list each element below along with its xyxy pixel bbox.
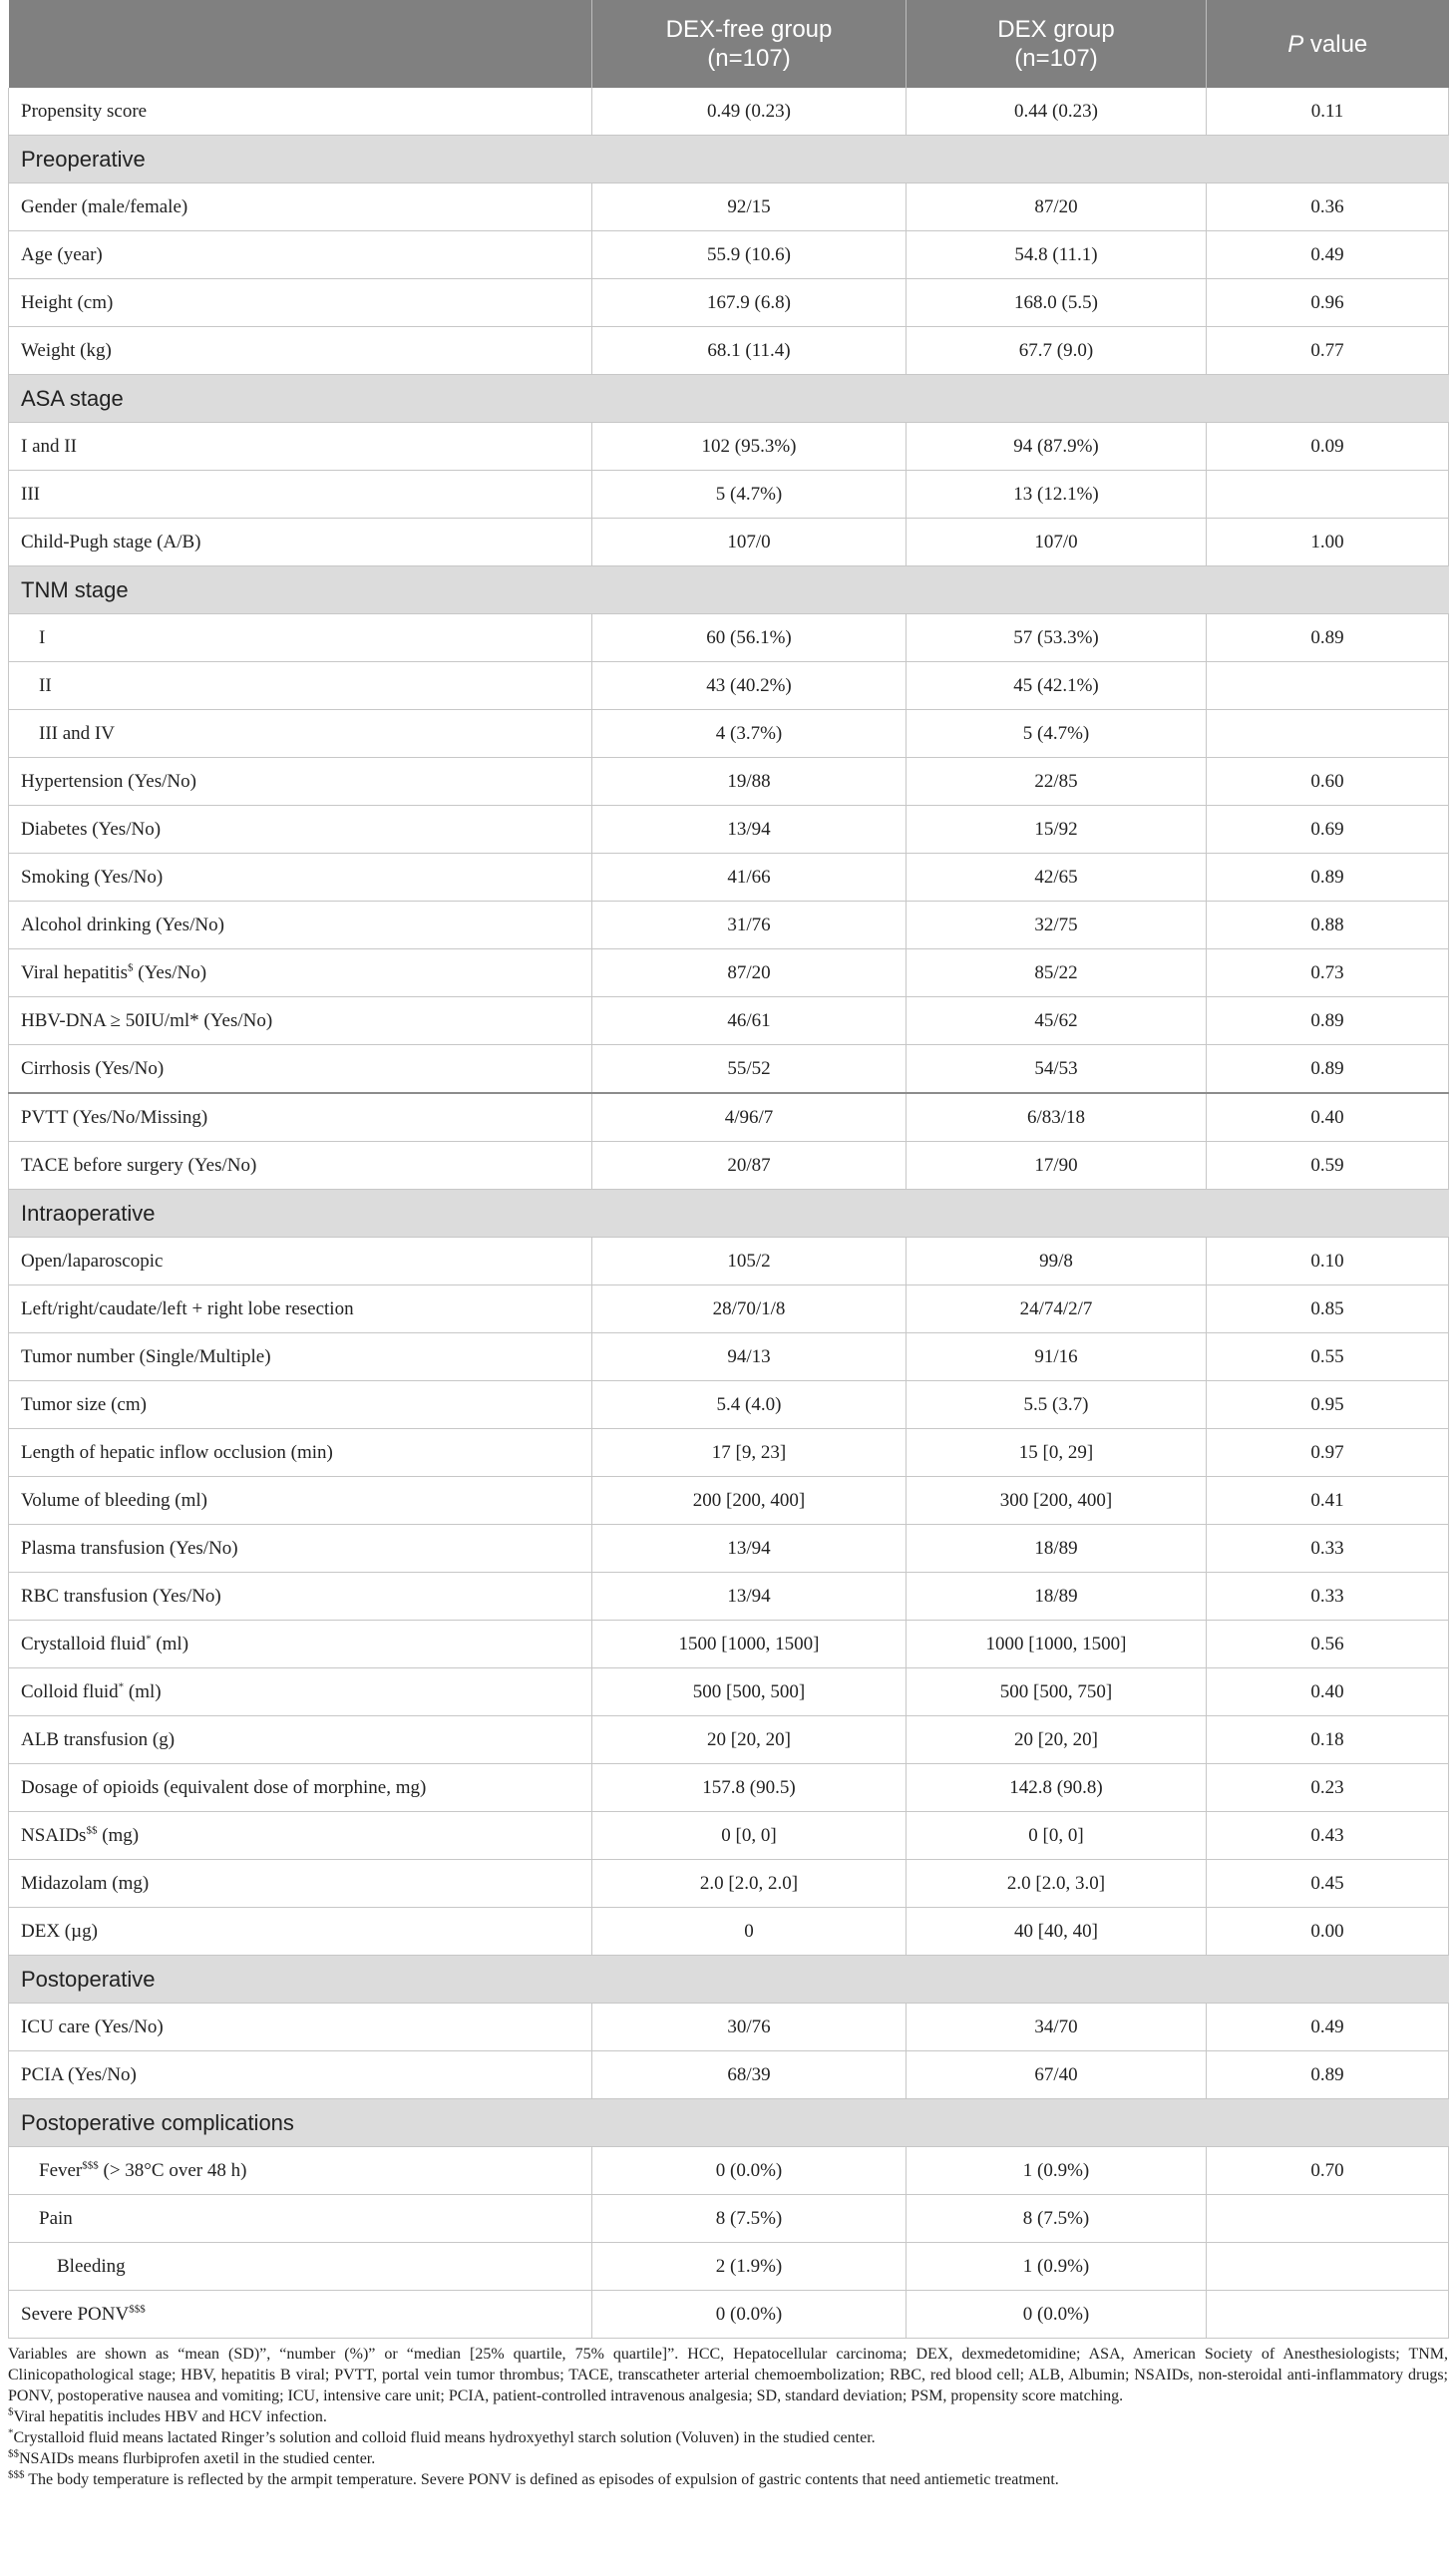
cell-p-value xyxy=(1207,710,1449,758)
cell-p-value: 0.33 xyxy=(1207,1525,1449,1573)
header-p-letter: P xyxy=(1287,30,1304,58)
row-label-text: PVTT (Yes/No/Missing) xyxy=(21,1106,208,1128)
cell-dex-free: 107/0 xyxy=(592,519,907,566)
cell-dex-free: 30/76 xyxy=(592,2004,907,2051)
footnote-item xyxy=(8,2406,1448,2427)
table-row xyxy=(9,854,1449,902)
table-row xyxy=(9,1668,1449,1716)
row-label xyxy=(9,1093,592,1142)
cell-dex: 300 [200, 400] xyxy=(907,1477,1207,1525)
row-label xyxy=(9,327,592,375)
cell-dex-free: 94/13 xyxy=(592,1333,907,1381)
table-row xyxy=(9,1860,1449,1908)
row-label-text: I and II xyxy=(21,435,77,457)
header-dex-group xyxy=(907,0,1207,88)
row-label xyxy=(9,710,592,758)
table-row xyxy=(9,1764,1449,1812)
row-label-suffix: (ml) xyxy=(124,1680,162,1702)
row-label-suffix: (> 38°C over 48 h) xyxy=(98,2159,247,2181)
footnote-marker: * xyxy=(146,1633,152,1646)
row-label xyxy=(9,2195,592,2243)
section-label: ASA stage xyxy=(9,375,1449,423)
cell-dex-free: 92/15 xyxy=(592,184,907,231)
row-label xyxy=(9,2147,592,2195)
cell-dex: 99/8 xyxy=(907,1238,1207,1285)
row-label-text: Dosage of opioids (equivalent dose of morphine, mg) xyxy=(21,1776,427,1798)
cell-p-value: 0.70 xyxy=(1207,2147,1449,2195)
row-label xyxy=(9,1573,592,1621)
cell-dex: 0.44 (0.23) xyxy=(907,88,1207,136)
row-label-text: Tumor size (cm) xyxy=(21,1393,147,1415)
row-label xyxy=(9,1716,592,1764)
row-label-text: ALB transfusion (g) xyxy=(21,1728,176,1750)
cell-dex: 2.0 [2.0, 3.0] xyxy=(907,1860,1207,1908)
cell-dex-free: 28/70/1/8 xyxy=(592,1285,907,1333)
row-label-text: Left/right/caudate/left + right lobe resection xyxy=(21,1297,354,1319)
row-label xyxy=(9,1285,592,1333)
table-row xyxy=(9,1429,1449,1477)
row-label-text: Smoking (Yes/No) xyxy=(21,866,164,888)
cell-p-value xyxy=(1207,662,1449,710)
cell-p-value: 0.00 xyxy=(1207,1908,1449,1956)
cell-p-value: 0.33 xyxy=(1207,1573,1449,1621)
row-label xyxy=(9,949,592,997)
footnote-text: The body temperature is reflected by the armpit temperature. Severe PONV is defined as episodes of expulsion of gastric contents that need antiemetic treatment. xyxy=(24,2471,1059,2488)
cell-dex: 17/90 xyxy=(907,1142,1207,1190)
row-label xyxy=(9,1045,592,1094)
table-row xyxy=(9,758,1449,806)
row-label-text: NSAIDs xyxy=(21,1824,87,1846)
cell-dex: 6/83/18 xyxy=(907,1093,1207,1142)
table-header-row xyxy=(9,0,1449,88)
cell-p-value xyxy=(1207,2243,1449,2291)
cell-p-value: 0.85 xyxy=(1207,1285,1449,1333)
cell-dex-free: 13/94 xyxy=(592,1573,907,1621)
cell-dex-free: 0 (0.0%) xyxy=(592,2147,907,2195)
cell-p-value: 0.96 xyxy=(1207,279,1449,327)
section-row xyxy=(9,375,1449,423)
cell-dex-free: 87/20 xyxy=(592,949,907,997)
cell-dex: 1 (0.9%) xyxy=(907,2243,1207,2291)
cell-dex: 54.8 (11.1) xyxy=(907,231,1207,279)
row-label-text: Colloid fluid xyxy=(21,1680,119,1702)
cell-dex-free: 20 [20, 20] xyxy=(592,1716,907,1764)
footnote-marker: * xyxy=(118,1680,125,1693)
row-label xyxy=(9,1525,592,1573)
table-row xyxy=(9,1093,1449,1142)
row-label xyxy=(9,471,592,519)
cell-dex-free: 20/87 xyxy=(592,1142,907,1190)
cell-dex: 87/20 xyxy=(907,184,1207,231)
cell-dex-free: 41/66 xyxy=(592,854,907,902)
footnote-mark: $$ xyxy=(8,2447,19,2460)
section-row xyxy=(9,1956,1449,2004)
row-label xyxy=(9,662,592,710)
cell-p-value: 1.00 xyxy=(1207,519,1449,566)
footnotes xyxy=(8,2344,1448,2490)
footnote-mark: $ xyxy=(8,2405,14,2418)
row-label xyxy=(9,854,592,902)
row-label-text: TACE before surgery (Yes/No) xyxy=(21,1154,257,1176)
row-label-text: Crystalloid fluid xyxy=(21,1633,147,1654)
row-label-text: Weight (kg) xyxy=(21,339,112,361)
cell-dex-free: 157.8 (90.5) xyxy=(592,1764,907,1812)
cell-dex: 91/16 xyxy=(907,1333,1207,1381)
table-row xyxy=(9,1381,1449,1429)
row-label xyxy=(9,902,592,949)
table-row xyxy=(9,1812,1449,1860)
table-row xyxy=(9,471,1449,519)
footnote-mark: * xyxy=(8,2426,14,2439)
row-label-text: DEX (µg) xyxy=(21,1920,98,1942)
cell-dex: 34/70 xyxy=(907,2004,1207,2051)
cell-dex: 85/22 xyxy=(907,949,1207,997)
header-dex-title: DEX group xyxy=(997,16,1115,43)
cell-p-value: 0.11 xyxy=(1207,88,1449,136)
table-row xyxy=(9,949,1449,997)
cell-dex: 15/92 xyxy=(907,806,1207,854)
row-label xyxy=(9,1142,592,1190)
cell-p-value: 0.89 xyxy=(1207,2051,1449,2099)
cell-dex-free: 43 (40.2%) xyxy=(592,662,907,710)
cell-dex-free: 0 xyxy=(592,1908,907,1956)
cell-p-value: 0.97 xyxy=(1207,1429,1449,1477)
row-label-text: Viral hepatitis xyxy=(21,961,129,983)
row-label-text: Height (cm) xyxy=(21,291,114,313)
table-row xyxy=(9,806,1449,854)
footnote-main: Variables are shown as “mean (SD)”, “number (%)” or “median [25% quartile, 75% quartile]”. HCC, Hepatocellular carcinoma; DEX, dexmedetomidine; ASA, American Society of Anesthesiologists; TNM, Clinicopathological stage; HBV, hepatitis B viral; PVTT, portal vein tumor thrombus; TACE, transcatheter arterial chemoembolization; RBC, red blood cell; ALB, Albumin; NSAIDs, non-steroidal anti-inflammatory drugs; PONV, postoperative nausea and vomiting; ICU, intensive care unit; PCIA, patient-controlled intravenous analgesia; SD, standard deviation; PSM, propensity score matching. xyxy=(8,2346,1448,2404)
table-row xyxy=(9,710,1449,758)
row-label xyxy=(9,519,592,566)
cell-dex: 5 (4.7%) xyxy=(907,710,1207,758)
row-label-text: Length of hepatic inflow occlusion (min) xyxy=(21,1441,333,1463)
cell-dex: 67/40 xyxy=(907,2051,1207,2099)
table-row xyxy=(9,519,1449,566)
cell-p-value xyxy=(1207,2291,1449,2339)
table-row xyxy=(9,902,1449,949)
cell-dex-free: 102 (95.3%) xyxy=(592,423,907,471)
cell-p-value: 0.09 xyxy=(1207,423,1449,471)
cell-dex: 40 [40, 40] xyxy=(907,1908,1207,1956)
cell-dex: 18/89 xyxy=(907,1573,1207,1621)
cell-dex-free: 8 (7.5%) xyxy=(592,2195,907,2243)
cell-dex-free: 105/2 xyxy=(592,1238,907,1285)
cell-p-value: 0.43 xyxy=(1207,1812,1449,1860)
row-label xyxy=(9,1238,592,1285)
table-row xyxy=(9,279,1449,327)
row-label-text: Hypertension (Yes/No) xyxy=(21,770,196,792)
cell-p-value xyxy=(1207,471,1449,519)
section-row xyxy=(9,1190,1449,1238)
cell-dex: 15 [0, 29] xyxy=(907,1429,1207,1477)
cell-dex-free: 55/52 xyxy=(592,1045,907,1094)
table-body xyxy=(9,88,1449,2339)
cell-dex: 57 (53.3%) xyxy=(907,614,1207,662)
cell-p-value: 0.55 xyxy=(1207,1333,1449,1381)
section-label: Preoperative xyxy=(9,136,1449,184)
table-row xyxy=(9,1621,1449,1668)
cell-dex: 0 (0.0%) xyxy=(907,2291,1207,2339)
cell-dex-free: 0 (0.0%) xyxy=(592,2291,907,2339)
cell-dex-free: 19/88 xyxy=(592,758,907,806)
table-row xyxy=(9,2051,1449,2099)
table-row xyxy=(9,1716,1449,1764)
cell-dex: 5.5 (3.7) xyxy=(907,1381,1207,1429)
row-label xyxy=(9,2291,592,2339)
cell-dex: 22/85 xyxy=(907,758,1207,806)
footnote-item xyxy=(8,2448,1448,2469)
row-label-text: Severe PONV xyxy=(21,2303,130,2325)
cell-p-value: 0.69 xyxy=(1207,806,1449,854)
section-label: Postoperative complications xyxy=(9,2099,1449,2147)
footnote-item xyxy=(8,2427,1448,2448)
cell-p-value: 0.18 xyxy=(1207,1716,1449,1764)
cell-dex-free: 2.0 [2.0, 2.0] xyxy=(592,1860,907,1908)
table-row xyxy=(9,2195,1449,2243)
row-label xyxy=(9,231,592,279)
header-p-rest: value xyxy=(1303,30,1368,58)
footnote-mark: $$$ xyxy=(8,2468,25,2481)
table-row xyxy=(9,2291,1449,2339)
table-row xyxy=(9,662,1449,710)
row-label-text: Child-Pugh stage (A/B) xyxy=(21,531,201,552)
row-label-text: Midazolam (mg) xyxy=(21,1872,150,1894)
row-label-text: Cirrhosis (Yes/No) xyxy=(21,1057,165,1079)
cell-p-value: 0.89 xyxy=(1207,614,1449,662)
section-row xyxy=(9,566,1449,614)
footnote-marker: $ xyxy=(128,961,134,974)
row-label xyxy=(9,1477,592,1525)
cell-dex-free: 31/76 xyxy=(592,902,907,949)
cell-dex-free: 5 (4.7%) xyxy=(592,471,907,519)
cell-dex: 1000 [1000, 1500] xyxy=(907,1621,1207,1668)
row-label xyxy=(9,997,592,1045)
row-label-text: Bleeding xyxy=(57,2255,126,2277)
cell-dex: 54/53 xyxy=(907,1045,1207,1094)
row-label-suffix: (ml) xyxy=(151,1633,189,1654)
row-label-text: Alcohol drinking (Yes/No) xyxy=(21,914,224,935)
row-label xyxy=(9,758,592,806)
cell-p-value: 0.77 xyxy=(1207,327,1449,375)
cell-dex: 168.0 (5.5) xyxy=(907,279,1207,327)
cell-dex: 20 [20, 20] xyxy=(907,1716,1207,1764)
table-row xyxy=(9,231,1449,279)
cell-dex-free: 4/96/7 xyxy=(592,1093,907,1142)
row-label xyxy=(9,1429,592,1477)
row-label xyxy=(9,423,592,471)
table-row xyxy=(9,1333,1449,1381)
table-row xyxy=(9,1238,1449,1285)
cell-p-value: 0.59 xyxy=(1207,1142,1449,1190)
cell-p-value: 0.36 xyxy=(1207,184,1449,231)
cell-p-value: 0.40 xyxy=(1207,1093,1449,1142)
header-variable xyxy=(9,0,592,88)
header-dex-free-n: (n=107) xyxy=(707,45,791,72)
data-table xyxy=(8,0,1449,2339)
cell-p-value: 0.89 xyxy=(1207,1045,1449,1094)
cell-dex: 45 (42.1%) xyxy=(907,662,1207,710)
cell-dex-free: 60 (56.1%) xyxy=(592,614,907,662)
row-label xyxy=(9,2243,592,2291)
row-label-text: Volume of bleeding (ml) xyxy=(21,1489,207,1511)
cell-dex: 8 (7.5%) xyxy=(907,2195,1207,2243)
row-label-text: ICU care (Yes/No) xyxy=(21,2016,164,2037)
row-label-text: HBV-DNA ≥ 50IU/ml* (Yes/No) xyxy=(21,1009,273,1031)
footnote-list xyxy=(8,2406,1448,2490)
header-dex-n: (n=107) xyxy=(1014,45,1098,72)
row-label-text: Plasma transfusion (Yes/No) xyxy=(21,1537,238,1559)
row-label-text: III xyxy=(21,483,40,505)
cell-dex: 32/75 xyxy=(907,902,1207,949)
table-row xyxy=(9,1525,1449,1573)
cell-dex: 0 [0, 0] xyxy=(907,1812,1207,1860)
row-label-text: III and IV xyxy=(39,722,115,744)
cell-p-value: 0.45 xyxy=(1207,1860,1449,1908)
header-dex-free-title: DEX-free group xyxy=(665,16,833,43)
cell-p-value: 0.10 xyxy=(1207,1238,1449,1285)
table-row xyxy=(9,614,1449,662)
section-row xyxy=(9,136,1449,184)
cell-p-value: 0.73 xyxy=(1207,949,1449,997)
cell-dex-free: 46/61 xyxy=(592,997,907,1045)
row-label-text: Open/laparoscopic xyxy=(21,1250,164,1272)
row-label-suffix: (mg) xyxy=(97,1824,140,1846)
cell-p-value xyxy=(1207,2195,1449,2243)
row-label-text: Age (year) xyxy=(21,243,103,265)
row-label-text: RBC transfusion (Yes/No) xyxy=(21,1585,221,1607)
table-row xyxy=(9,184,1449,231)
cell-dex-free: 17 [9, 23] xyxy=(592,1429,907,1477)
cell-p-value: 0.23 xyxy=(1207,1764,1449,1812)
row-label xyxy=(9,1333,592,1381)
cell-dex-free: 200 [200, 400] xyxy=(592,1477,907,1525)
cell-p-value: 0.89 xyxy=(1207,854,1449,902)
cell-dex-free: 0 [0, 0] xyxy=(592,1812,907,1860)
row-label xyxy=(9,2051,592,2099)
header-p-value xyxy=(1207,0,1449,88)
cell-dex-free: 13/94 xyxy=(592,1525,907,1573)
cell-dex: 94 (87.9%) xyxy=(907,423,1207,471)
row-label xyxy=(9,1621,592,1668)
row-label xyxy=(9,806,592,854)
footnote-marker: $$ xyxy=(86,1824,98,1837)
row-label xyxy=(9,1908,592,1956)
cell-dex: 24/74/2/7 xyxy=(907,1285,1207,1333)
section-label: Intraoperative xyxy=(9,1190,1449,1238)
cell-dex: 67.7 (9.0) xyxy=(907,327,1207,375)
table-row xyxy=(9,327,1449,375)
row-label xyxy=(9,614,592,662)
cell-dex-free: 4 (3.7%) xyxy=(592,710,907,758)
row-label xyxy=(9,184,592,231)
footnote-marker: $$$ xyxy=(129,2303,146,2316)
cell-p-value: 0.88 xyxy=(1207,902,1449,949)
table-row xyxy=(9,1045,1449,1094)
cell-dex: 142.8 (90.8) xyxy=(907,1764,1207,1812)
row-label xyxy=(9,1668,592,1716)
row-label-text: II xyxy=(39,674,52,696)
row-label-text: Gender (male/female) xyxy=(21,195,188,217)
cell-dex: 107/0 xyxy=(907,519,1207,566)
cell-p-value: 0.95 xyxy=(1207,1381,1449,1429)
row-label-text: I xyxy=(39,626,46,648)
row-label-suffix: (Yes/No) xyxy=(133,961,207,983)
table-row xyxy=(9,2004,1449,2051)
table-row xyxy=(9,2147,1449,2195)
table-row xyxy=(9,1477,1449,1525)
cell-dex-free: 55.9 (10.6) xyxy=(592,231,907,279)
row-label xyxy=(9,1764,592,1812)
row-label-text: Fever xyxy=(39,2159,83,2181)
table-row xyxy=(9,88,1449,136)
cell-p-value: 0.89 xyxy=(1207,997,1449,1045)
section-label: TNM stage xyxy=(9,566,1449,614)
cell-dex-free: 68/39 xyxy=(592,2051,907,2099)
table-row xyxy=(9,1908,1449,1956)
cell-p-value: 0.40 xyxy=(1207,1668,1449,1716)
table-row xyxy=(9,423,1449,471)
cell-dex: 13 (12.1%) xyxy=(907,471,1207,519)
row-label xyxy=(9,1381,592,1429)
footnote-text: Viral hepatitis includes HBV and HCV infection. xyxy=(13,2408,327,2425)
table-row xyxy=(9,2243,1449,2291)
table-row xyxy=(9,1285,1449,1333)
cell-dex-free: 68.1 (11.4) xyxy=(592,327,907,375)
cell-dex-free: 1500 [1000, 1500] xyxy=(592,1621,907,1668)
section-label: Postoperative xyxy=(9,1956,1449,2004)
cell-dex: 1 (0.9%) xyxy=(907,2147,1207,2195)
row-label xyxy=(9,2004,592,2051)
cell-p-value: 0.49 xyxy=(1207,231,1449,279)
cell-dex: 45/62 xyxy=(907,997,1207,1045)
cell-dex-free: 0.49 (0.23) xyxy=(592,88,907,136)
cell-p-value: 0.56 xyxy=(1207,1621,1449,1668)
row-label xyxy=(9,1812,592,1860)
cell-dex-free: 5.4 (4.0) xyxy=(592,1381,907,1429)
row-label xyxy=(9,279,592,327)
row-label-text: Propensity score xyxy=(21,100,148,122)
footnote-marker: $$$ xyxy=(82,2159,99,2172)
cell-dex-free: 13/94 xyxy=(592,806,907,854)
row-label xyxy=(9,1860,592,1908)
cell-dex: 500 [500, 750] xyxy=(907,1668,1207,1716)
cell-dex-free: 167.9 (6.8) xyxy=(592,279,907,327)
cell-dex: 42/65 xyxy=(907,854,1207,902)
header-dex-free-group xyxy=(592,0,907,88)
footnote-item xyxy=(8,2469,1448,2490)
cell-dex: 18/89 xyxy=(907,1525,1207,1573)
footnote-text: Crystalloid fluid means lactated Ringer’s solution and colloid fluid means hydroxyethyl starch solution (Voluven) in the studied center. xyxy=(13,2429,876,2446)
cell-p-value: 0.60 xyxy=(1207,758,1449,806)
row-label-text: PCIA (Yes/No) xyxy=(21,2063,137,2085)
row-label-text: Pain xyxy=(39,2207,73,2229)
cell-dex-free: 500 [500, 500] xyxy=(592,1668,907,1716)
cell-p-value: 0.41 xyxy=(1207,1477,1449,1525)
table-row xyxy=(9,997,1449,1045)
cell-p-value: 0.49 xyxy=(1207,2004,1449,2051)
table-row xyxy=(9,1142,1449,1190)
row-label xyxy=(9,88,592,136)
cell-dex-free: 2 (1.9%) xyxy=(592,2243,907,2291)
section-row xyxy=(9,2099,1449,2147)
row-label-text: Diabetes (Yes/No) xyxy=(21,818,162,840)
row-label-text: Tumor number (Single/Multiple) xyxy=(21,1345,271,1367)
footnote-text: NSAIDs means flurbiprofen axetil in the studied center. xyxy=(19,2450,376,2467)
table-row xyxy=(9,1573,1449,1621)
